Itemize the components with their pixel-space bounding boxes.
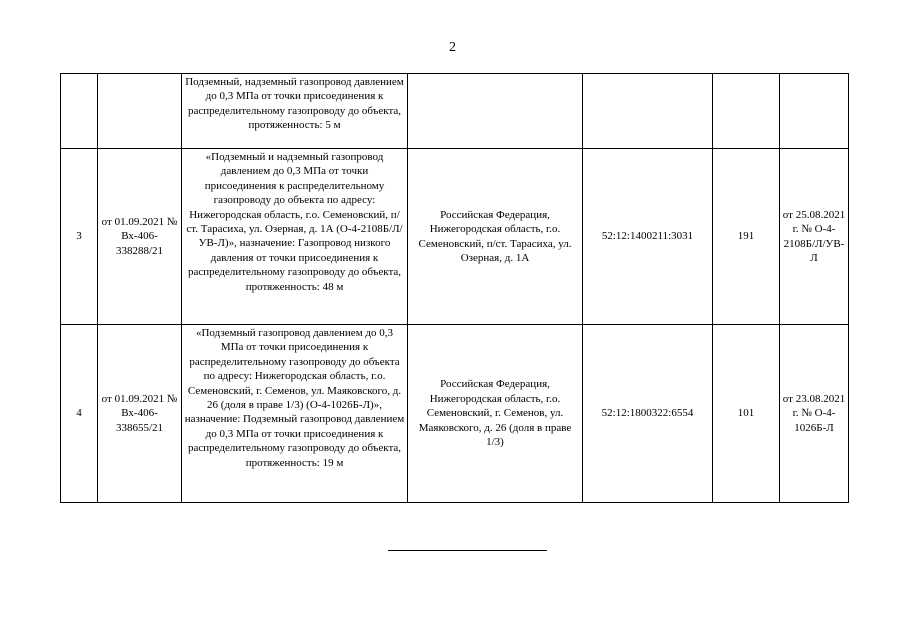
page-number: 2 (449, 40, 456, 55)
cadastral-number-cell (583, 74, 713, 149)
address-cell (408, 74, 583, 149)
table-row (61, 74, 849, 149)
address-cell: Российская Федерация, Нижегородская область, г.о. Семеновский, г. Семенов, ул. Маяковского, д. 26 (доля в праве 1/3) (408, 325, 583, 503)
area-cell: 191 (713, 149, 780, 325)
row-number-cell: 3 (61, 149, 98, 325)
application-date-cell: от 01.09.2021 № Вх-406-338655/21 (98, 325, 182, 503)
application-date-cell: от 01.09.2021 № Вх-406-338288/21 (98, 149, 182, 325)
cadastral-number-cell: 52:12:1400211:3031 (583, 149, 713, 325)
row-number-cell (61, 74, 98, 149)
table-row (61, 325, 849, 503)
area-cell: 101 (713, 325, 780, 503)
object-description-cell: «Подземный и надземный газопровод давлением до 0,3 МПа от точки присоединения к распределительному газопроводу до объекта по адресу: Нижегородская область, г.о. Семеновский, п/ст. Тарасиха, ул. Озерная, д. 1А (О-4-2108Б/Л/УВ-Л)», назначение: Газопровод низкого давления от точки присоединения к распределительному газопроводу до объекта, протяженность: 48 м (182, 149, 408, 325)
address-cell: Российская Федерация, Нижегородская область, г.о. Семеновский, п/ст. Тарасиха, ул. Озерная, д. 1А (408, 149, 583, 325)
registry-table (60, 73, 849, 503)
cadastral-number-cell: 52:12:1800322:6554 (583, 325, 713, 503)
object-description-cell: Подземный, надземный газопровод давлением до 0,3 МПа от точки присоединения к распределительному газопроводу до объекта, протяженность: 5 м (182, 74, 408, 149)
area-cell (713, 74, 780, 149)
table-row (61, 149, 849, 325)
permit-cell: от 23.08.2021 г. № О-4-1026Б-Л (780, 325, 849, 503)
permit-cell: от 25.08.2021 г. № О-4-2108Б/Л/УВ-Л (780, 149, 849, 325)
footer-divider (388, 550, 547, 551)
row-number-cell: 4 (61, 325, 98, 503)
object-description-cell: «Подземный газопровод давлением до 0,3 МПа от точки присоединения к распределительному газопроводу до объекта по адресу: Нижегородская область, г.о. Семеновский, г. Семенов, ул. Маяковского, д. 26 (доля в праве 1/3) (О-4-1026Б-Л)», назначение: Подземный газопровод давлением до 0,3 МПа от точки присоединения к распределительному газопроводу до объекта, протяженность: 19 м (182, 325, 408, 503)
application-date-cell (98, 74, 182, 149)
permit-cell (780, 74, 849, 149)
